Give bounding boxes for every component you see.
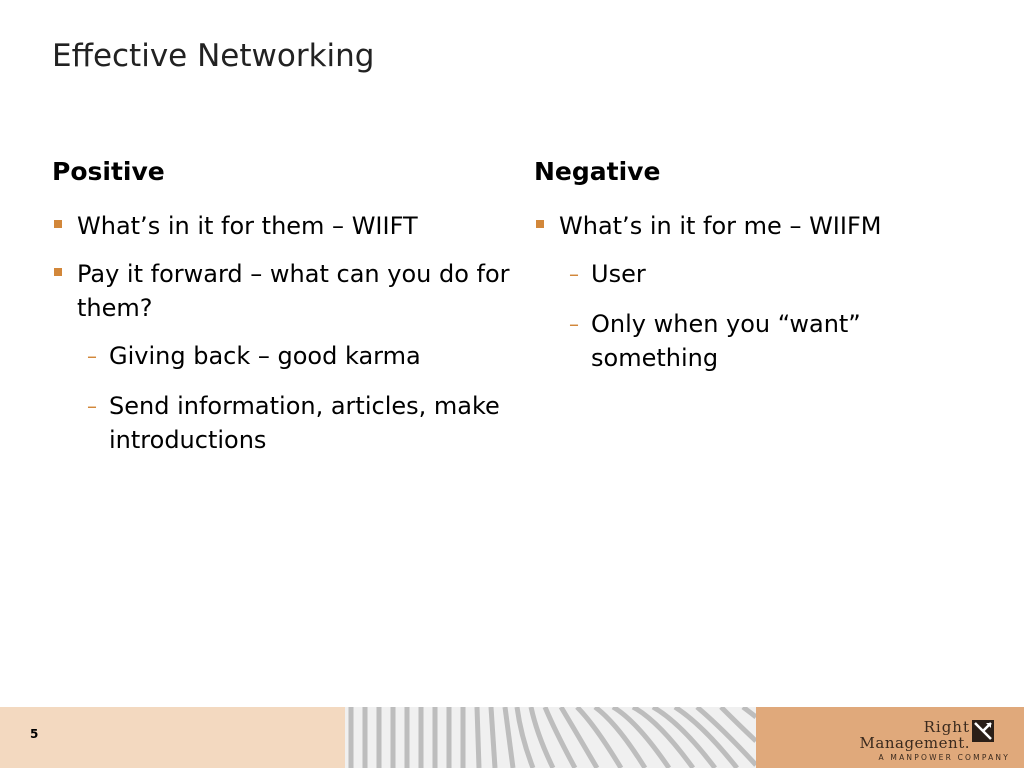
list-item-text: What’s in it for them – WIIFT bbox=[77, 212, 418, 240]
right-management-logo bbox=[860, 715, 1010, 763]
fingerprint-pattern-icon bbox=[345, 707, 756, 768]
sub-list bbox=[77, 339, 512, 457]
positive-list bbox=[52, 209, 512, 457]
list-item-text: Pay it forward – what can you do for them? bbox=[77, 260, 510, 322]
list-item bbox=[52, 257, 512, 457]
logo-text-line2: Management. bbox=[859, 734, 970, 752]
sub-list-item bbox=[559, 307, 994, 375]
logo-text-line1: Right bbox=[923, 718, 970, 736]
square-bullet-icon bbox=[54, 220, 62, 228]
footer-pattern bbox=[345, 707, 756, 768]
dash-bullet-icon: – bbox=[87, 394, 97, 418]
page-number: 5 bbox=[30, 727, 39, 741]
negative-column bbox=[534, 152, 994, 391]
logo-mark-icon bbox=[972, 720, 994, 742]
sub-list-item-text: Send information, articles, make introductions bbox=[109, 392, 500, 454]
slide-title: Effective Networking bbox=[52, 38, 375, 74]
list-item bbox=[52, 209, 512, 243]
footer bbox=[0, 707, 1024, 768]
footer-logo-panel bbox=[756, 707, 1024, 768]
sub-list-item-text: Only when you “want” something bbox=[591, 310, 861, 372]
sub-list-item bbox=[77, 389, 512, 457]
sub-list-item bbox=[77, 339, 512, 373]
dash-bullet-icon: – bbox=[87, 344, 97, 368]
square-bullet-icon bbox=[54, 268, 62, 276]
negative-heading: Negative bbox=[534, 157, 661, 186]
list-item-text: What’s in it for me – WIIFM bbox=[559, 212, 882, 240]
logo-tagline: A MANPOWER COMPANY bbox=[878, 753, 1010, 762]
sub-list-item-text: User bbox=[591, 260, 646, 288]
footer-page-panel bbox=[0, 707, 345, 768]
positive-column bbox=[52, 152, 512, 473]
sub-list-item bbox=[559, 257, 994, 291]
negative-list bbox=[534, 209, 994, 375]
dash-bullet-icon: – bbox=[569, 262, 579, 286]
square-bullet-icon bbox=[536, 220, 544, 228]
dash-bullet-icon: – bbox=[569, 312, 579, 336]
sub-list-item-text: Giving back – good karma bbox=[109, 342, 421, 370]
positive-heading: Positive bbox=[52, 157, 165, 186]
sub-list bbox=[559, 257, 994, 375]
list-item bbox=[534, 209, 994, 375]
